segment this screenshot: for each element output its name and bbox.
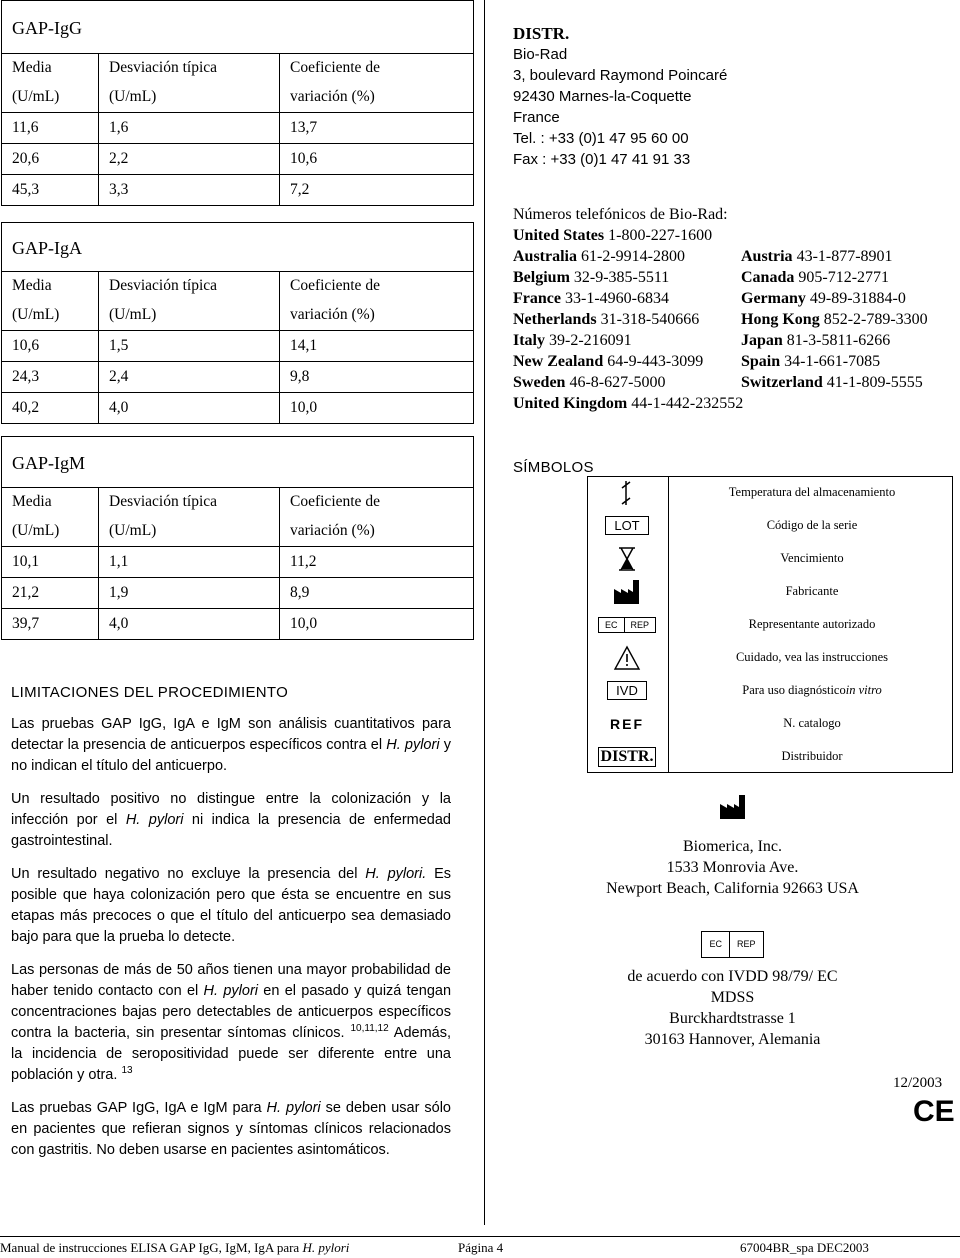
- country-name: United Kingdom: [513, 395, 628, 412]
- rep-text: REP: [737, 939, 756, 949]
- country-name: Netherlands: [513, 311, 597, 328]
- authorized-rep-block: [560, 931, 905, 1050]
- rep-line: MDSS: [710, 989, 755, 1006]
- phone-row: [513, 288, 953, 309]
- gap-iga-table: [1, 222, 474, 424]
- symbol-label: Temperatura del almacenamiento: [728, 485, 896, 499]
- symbols-heading: SÍMBOLOS: [513, 459, 594, 476]
- ec-rep-symbol: [587, 608, 667, 641]
- table-row: [2, 144, 474, 175]
- lot-text: LOT: [605, 516, 648, 535]
- table-subheader: variación (%): [280, 82, 474, 113]
- text-span: se deben usar sólo en pacientes que refieran signos y síntomas clínicos relacionados con gastritis. No deben usarse en pacientes asintomáticos.: [11, 1100, 451, 1158]
- address-line: Fax : +33 (0)1 47 41 91 33: [513, 151, 691, 168]
- symbol-row: [587, 575, 954, 608]
- text-span: Manual de instrucciones ELISA GAP IgG, IgM, IgA para: [0, 1240, 303, 1255]
- table-header: Media: [2, 272, 99, 301]
- symbol-label: Fabricante: [785, 584, 839, 598]
- phone-number: 31-318-540666: [600, 311, 700, 328]
- symbol-row: [587, 674, 954, 707]
- text-span: Las pruebas GAP IgG, IgA e IgM son análisis cuantitativos para detectar la presencia de anticuerpos específicos contra el: [11, 716, 451, 753]
- italic-span: in vitro: [845, 683, 882, 697]
- symbols-rows: [587, 476, 953, 773]
- manufacturer-line: 1533 Monrovia Ave.: [666, 859, 799, 876]
- table-title: GAP-IgM: [2, 437, 474, 488]
- phone-number: 64-9-443-3099: [607, 353, 704, 370]
- section-heading: LIMITACIONES DEL PROCEDIMIENTO: [11, 684, 289, 701]
- italic-span: H. pylori.: [365, 866, 427, 882]
- table-cell: 1,9: [99, 578, 280, 609]
- hourglass-icon: [587, 542, 667, 575]
- distributor-symbol: [587, 740, 667, 773]
- ivd-text: IVD: [607, 681, 647, 700]
- table-cell: 11,2: [280, 547, 474, 578]
- rep-line: Burckhardtstrasse 1: [669, 1010, 796, 1027]
- text-span: Un resultado negativo no excluye la presencia del: [11, 866, 366, 882]
- table-cell: 7,2: [280, 175, 474, 206]
- phone-number: 46-8-627-5000: [569, 374, 666, 391]
- paragraph: [11, 960, 451, 1086]
- country-name: Belgium: [513, 269, 570, 286]
- country-name: Germany: [741, 290, 806, 307]
- italic-span: H. pylori: [302, 1240, 350, 1255]
- phone-number: 81-3-5811-6266: [786, 332, 891, 349]
- text-span: Para uso diagnóstico: [742, 683, 846, 697]
- manufacturer-line: Newport Beach, California 92663 USA: [606, 880, 859, 897]
- warning-icon: [587, 641, 667, 674]
- country-name: Sweden: [513, 374, 566, 391]
- italic-span: H. pylori: [266, 1100, 321, 1116]
- symbol-row: [587, 707, 954, 740]
- revision-date: 12/2003: [893, 1075, 943, 1091]
- table-row: [2, 393, 474, 424]
- text-span: Las pruebas GAP IgG, IgA e IgM para: [11, 1100, 267, 1116]
- table-subheader: variación (%): [280, 300, 474, 331]
- phone-number: 32-9-385-5511: [573, 269, 670, 286]
- phone-row: [513, 246, 953, 267]
- phone-number: 34-1-661-7085: [784, 353, 881, 370]
- table-cell: 10,0: [280, 393, 474, 424]
- italic-span: H. pylori: [386, 737, 440, 753]
- table-row: [2, 175, 474, 206]
- temperature-icon: [587, 476, 667, 509]
- phone-row: [513, 372, 953, 393]
- symbol-row: [587, 641, 954, 674]
- table-cell: 2,4: [99, 362, 280, 393]
- address-line: 3, boulevard Raymond Poincaré: [513, 67, 728, 84]
- reference-superscript: 10,11,12: [350, 1023, 389, 1035]
- factory-icon: [560, 794, 905, 826]
- table-row: [2, 547, 474, 578]
- distributor-section: [513, 24, 953, 414]
- symbol-label: Código de la serie: [766, 518, 858, 532]
- table-subheader: (U/mL): [99, 82, 280, 113]
- phone-row: [513, 309, 953, 330]
- country-name: Japan: [741, 332, 783, 349]
- phone-row: [513, 351, 953, 372]
- symbol-label: Cuidado, vea las instrucciones: [735, 650, 889, 664]
- table-header: Media: [2, 488, 99, 517]
- table-cell: 1,1: [99, 547, 280, 578]
- table-cell: 10,0: [280, 609, 474, 640]
- table-row: [2, 362, 474, 393]
- country-name: New Zealand: [513, 353, 604, 370]
- table-cell: 4,0: [99, 609, 280, 640]
- address-line: Tel. : +33 (0)1 47 95 60 00: [513, 130, 689, 147]
- table-cell: 3,3: [99, 175, 280, 206]
- limitations-section: [11, 684, 451, 1173]
- table-header: Coeficiente de: [280, 272, 474, 301]
- phone-number: 43-1-877-8901: [796, 248, 893, 265]
- text-span: ni indica la presencia de enfermedad gastrointestinal.: [11, 812, 451, 849]
- lot-symbol: [587, 509, 667, 542]
- symbol-row: [587, 542, 954, 575]
- paragraph: [11, 1098, 451, 1161]
- table-cell: 4,0: [99, 393, 280, 424]
- table-header: Desviación típica: [99, 54, 280, 83]
- table-subheader: (U/mL): [2, 300, 99, 331]
- gap-igg-table: [1, 0, 474, 206]
- factory-icon: [587, 575, 667, 608]
- country-name: Spain: [741, 353, 781, 370]
- text-span: Además, la incidencia de seropositividad puede ser diferente entre una población y otra.: [11, 1025, 451, 1083]
- table-header: Desviación típica: [99, 272, 280, 301]
- table-cell: 45,3: [2, 175, 99, 206]
- phone-number: 905-712-2771: [798, 269, 890, 286]
- ref-text: REF: [610, 715, 644, 732]
- paragraph: [11, 864, 451, 948]
- footer-left: [0, 1240, 349, 1256]
- table-cell: 8,9: [280, 578, 474, 609]
- footer-rule: [0, 1236, 960, 1237]
- table-cell: 10,6: [280, 144, 474, 175]
- text-span: Las personas de más de 50 años tienen una mayor probabilidad de haber tenido contacto con el: [11, 962, 451, 999]
- phone-number: 41-1-809-5555: [826, 374, 923, 391]
- address-line: France: [513, 109, 560, 126]
- table-row: [2, 578, 474, 609]
- table-cell: 10,1: [2, 547, 99, 578]
- table-subheader: (U/mL): [2, 516, 99, 547]
- address-line: Bio-Rad: [513, 46, 568, 63]
- table-cell: 11,6: [2, 113, 99, 144]
- ref-symbol: [587, 707, 667, 740]
- document-code: 67004BR_spa DEC2003: [740, 1240, 869, 1255]
- reference-superscript: 13: [121, 1065, 133, 1077]
- symbol-row: [587, 476, 954, 509]
- column-divider: [484, 0, 485, 1225]
- table-subheader: (U/mL): [99, 516, 280, 547]
- table-row: [2, 609, 474, 640]
- country-name: United States: [513, 227, 605, 244]
- ec-rep-symbol: [560, 931, 905, 958]
- address-line: 92430 Marnes-la-Coquette: [513, 88, 692, 105]
- manufacturer-block: [560, 794, 905, 899]
- table-subheader: variación (%): [280, 516, 474, 547]
- table-row: [2, 113, 474, 144]
- country-name: Hong Kong: [741, 311, 820, 328]
- rep-text: REP: [630, 619, 650, 630]
- country-name: France: [513, 290, 561, 307]
- country-name: Switzerland: [741, 374, 823, 391]
- phones-intro: Números telefónicos de Bio-Rad:: [513, 206, 728, 223]
- table-cell: 39,7: [2, 609, 99, 640]
- phone-number: 61-2-9914-2800: [581, 248, 685, 265]
- table-subheader: (U/mL): [2, 82, 99, 113]
- table-cell: 1,6: [99, 113, 280, 144]
- country-name: Austria: [741, 248, 793, 265]
- text-span: Es posible que haya colonización pero que ésta se encuentre en sus etapas más precoces o que el título del anticuerpo sea demasiado bajo para que la prueba lo detecte.: [11, 866, 451, 945]
- rep-line: 30163 Hannover, Alemania: [644, 1031, 821, 1048]
- table-cell: 10,6: [2, 331, 99, 362]
- symbol-label: N. catalogo: [783, 716, 841, 730]
- table-title: GAP-IgA: [2, 223, 474, 272]
- symbol-label: Vencimiento: [780, 551, 844, 565]
- table-cell: 13,7: [280, 113, 474, 144]
- symbol-row: [587, 608, 954, 641]
- gap-igm-table: [1, 436, 474, 640]
- table-cell: 2,2: [99, 144, 280, 175]
- page-footer: [0, 1240, 960, 1258]
- phone-number: 33-1-4960-6834: [564, 290, 669, 307]
- phone-row: [513, 267, 953, 288]
- table-header: Coeficiente de: [280, 54, 474, 83]
- phone-number: 44-1-442-232552: [631, 395, 744, 412]
- text-span: Un resultado positivo no distingue entre la colonización y la infección por el: [11, 791, 451, 828]
- table-cell: 1,5: [99, 331, 280, 362]
- phone-row: [513, 330, 953, 351]
- manufacturer-line: Biomerica, Inc.: [682, 838, 783, 855]
- table-header: Desviación típica: [99, 488, 280, 517]
- phone-number: 39-2-216091: [549, 332, 632, 349]
- phone-row: [513, 393, 953, 414]
- table-header: Media: [2, 54, 99, 83]
- table-cell: 20,6: [2, 144, 99, 175]
- symbol-label: [671, 674, 953, 707]
- ivd-symbol: [587, 674, 667, 707]
- rep-line: de acuerdo con IVDD 98/79/ EC: [627, 968, 838, 985]
- symbol-row: [587, 740, 954, 773]
- table-cell: 24,3: [2, 362, 99, 393]
- paragraph: [11, 714, 451, 777]
- phone-row: [513, 225, 953, 246]
- ce-mark: CE: [913, 1095, 955, 1128]
- text-span: en el pasado y quizá tengan concentraciones bajas pero detectables de anticuerpos específicos contra la bacteria, sin presentar síntomas clínicos.: [11, 983, 452, 1041]
- table-cell: 40,2: [2, 393, 99, 424]
- country-name: Australia: [513, 248, 577, 265]
- table-title: GAP-IgG: [2, 1, 474, 54]
- phone-number: 49-89-31884-0: [809, 290, 906, 307]
- distr-text: DISTR.: [598, 747, 657, 767]
- phone-number: 1-800-227-1600: [608, 227, 713, 244]
- symbol-label: Representante autorizado: [748, 617, 876, 631]
- country-name: Canada: [741, 269, 795, 286]
- table-cell: 14,1: [280, 331, 474, 362]
- symbol-row: [587, 509, 954, 542]
- country-name: Italy: [513, 332, 545, 349]
- text-span: y no indican el título del anticuerpo.: [11, 737, 451, 774]
- ec-text: EC: [702, 932, 730, 957]
- italic-span: H. pylori: [125, 812, 184, 828]
- table-header: Coeficiente de: [280, 488, 474, 517]
- table-row: [2, 331, 474, 362]
- distributor-heading: DISTR.: [513, 24, 570, 43]
- page-number: Página 4: [458, 1240, 504, 1255]
- table-cell: 9,8: [280, 362, 474, 393]
- phone-number: 852-2-789-3300: [823, 311, 928, 328]
- table-cell: 21,2: [2, 578, 99, 609]
- paragraph: [11, 789, 451, 852]
- symbol-label: Distribuidor: [781, 749, 843, 763]
- table-subheader: (U/mL): [99, 300, 280, 331]
- italic-span: H. pylori: [203, 983, 258, 999]
- ec-text: EC: [599, 618, 625, 632]
